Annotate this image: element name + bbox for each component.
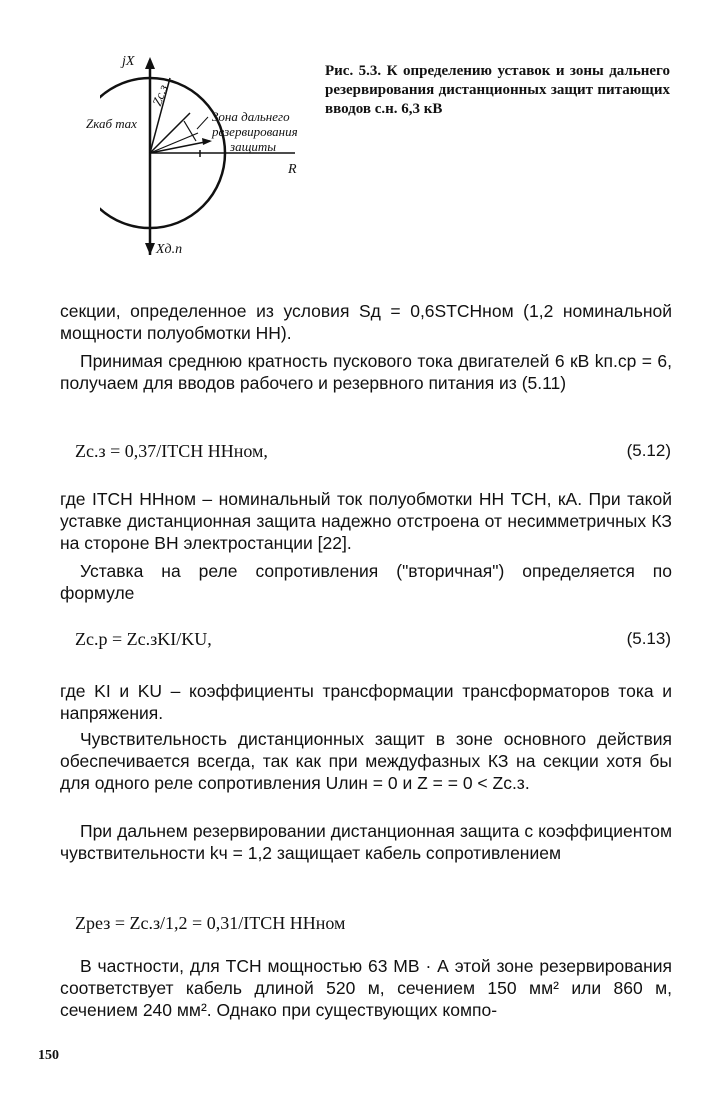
- zone-label-line: Зона дальнего: [212, 109, 290, 124]
- y-axis-arrow: [145, 57, 155, 69]
- bottom-axis-label: Xд.п: [156, 242, 183, 257]
- formula-5-13: Zс.р = Zс.зKI/KU,: [75, 629, 212, 649]
- zone-vector-2: [150, 133, 198, 153]
- z-sz-label: Zс.з: [149, 82, 171, 108]
- x-axis-label: R: [288, 162, 297, 177]
- bottom-axis-arrow: [145, 243, 155, 255]
- zone-vector-1: [150, 141, 210, 153]
- equation-number: (5.13): [626, 629, 671, 648]
- diagram-svg: [100, 55, 320, 270]
- equation-number: (5.12): [626, 441, 671, 460]
- y-axis-label: jX: [122, 54, 135, 69]
- z-max-label: Zкаб max: [86, 116, 137, 131]
- page-number: 150: [38, 1048, 59, 1063]
- paragraph: Принимая среднюю кратность пускового тока двигателей 6 кВ kп.ср = 6, получаем для вводов рабочего и резервного питания из (5.11): [60, 351, 672, 393]
- paragraph: секции, определенное из условия Sд = 0,6SТСНном (1,2 номинальной мощности полуобмотки НН).: [60, 301, 672, 343]
- paragraph: Чувствительность дистанционных защит в зоне основного действия обеспечивается всегда, так как при междуфазных КЗ на секции хотя бы для одного реле сопротивления Uлин = 0 и Z = = 0 < Zс.з.: [60, 729, 672, 793]
- zone-label: [212, 109, 298, 154]
- figure-caption: Рис. 5.3. К определению уставок и зоны дальнего резервирования дистанционных защит питающих вводов с.н. 6,3 кВ: [325, 63, 670, 117]
- impedance-diagram: [86, 54, 320, 270]
- paragraph: Уставка на реле сопротивления ("вторичная") определяется по формуле: [60, 561, 672, 603]
- zone-label-line: резервирования: [212, 124, 298, 139]
- paragraph: При дальнем резервировании дистанционная защита с коэффициентом чувствительности kч = 1,2 защищает кабель сопротивлением: [60, 821, 672, 863]
- zone-label-line: защиты: [230, 139, 277, 154]
- paragraph: где IТСН ННном – номинальный ток полуобмотки НН ТСН, кА. При такой уставке дистанционная защита надежно отстроена от несимметричных КЗ на стороне ВН электростанции [22].: [60, 489, 672, 553]
- formula-zrez: Zрез = Zс.з/1,2 = 0,31/IТСН ННном: [75, 913, 346, 933]
- formula-5-12: Zс.з = 0,37/IТСН ННном,: [75, 441, 268, 461]
- paragraph: В частности, для ТСН мощностью 63 МВ · А этой зоне резервирования соответствует кабель длиной 520 м, сечением 150 мм² или 860 м, сечением 240 мм². Однако при существующих компо-: [60, 956, 672, 1020]
- paragraph: где KI и KU – коэффициенты трансформации трансформаторов тока и напряжения.: [60, 681, 672, 723]
